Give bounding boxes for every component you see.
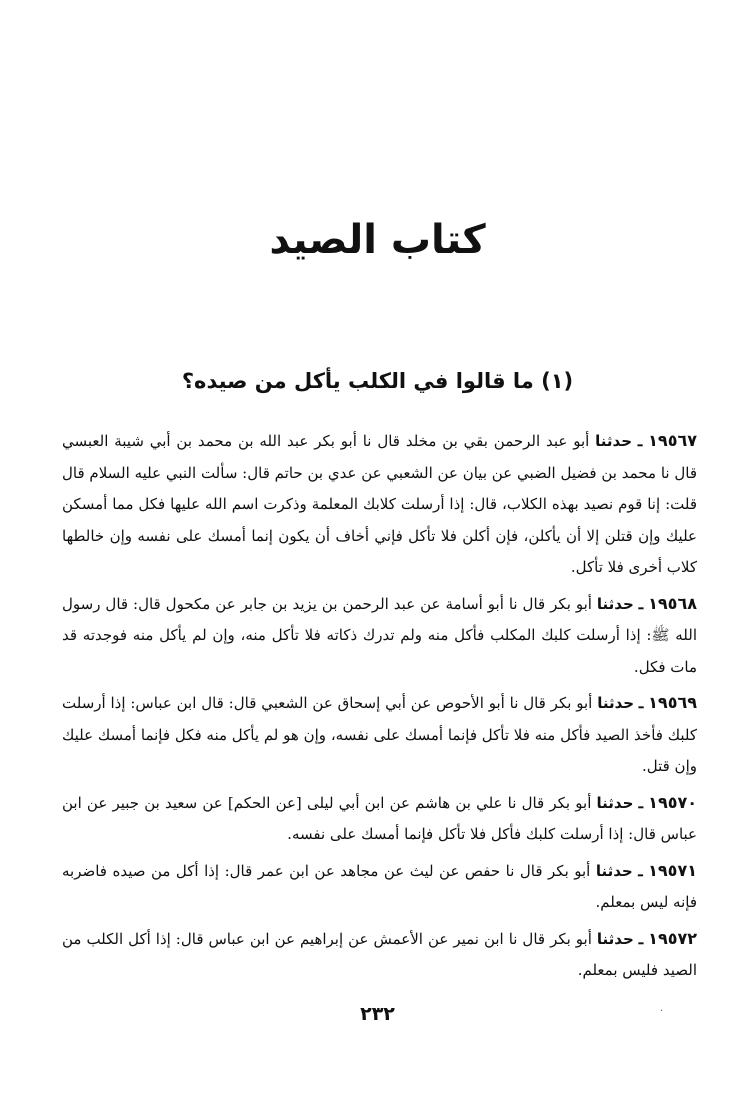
separator-dash: ـ: [638, 861, 643, 880]
corner-mark: ·: [660, 1006, 664, 1017]
hadith-entry: [62, 787, 697, 851]
page-number: ٢٣٢: [360, 1003, 395, 1025]
hadith-text: أبو بكر قال نا أبو الأحوص عن أبي إسحاق عن الشعبي قال: قال ابن عباس: إذا أرسلت كلبك فأخذ الصيد فأكل منه فلا تأكل فإنما أمسك على نفسه، وإن هو لم يأكل منه فكل فإنما أمسك عليك وإن قتل.: [62, 694, 697, 775]
separator-dash: ـ: [638, 793, 643, 812]
narration-word: حدثنا: [595, 432, 633, 450]
book-title: كتاب الصيد: [269, 217, 486, 263]
hadith-text: أبو بكر قال نا أبو أسامة عن عبد الرحمن بن يزيد بن جابر عن مكحول قال: قال رسول الله ﷺ: إذا أرسلت كلبك المكلب فأكل منه ولم تدرك ذكاته فلا تأكل منه، وإن لم يأكل منه فوجدته قد مات فكل.: [62, 594, 697, 676]
narration-word: حدثنا: [596, 793, 634, 812]
hadith-number: ١٩٥٦٨: [648, 593, 697, 613]
hadith-entry: [62, 855, 697, 919]
narration-word: حدثنا: [597, 694, 635, 712]
hadith-text: أبو بكر قال نا علي بن هاشم عن ابن أبي ليلى [عن الحكم] عن سعيد بن جبير عن ابن عباس قال: إذا أرسلت كلبك فأكل فلا تأكل فإنما أمسك على نفسه.: [62, 793, 697, 843]
hadith-entry: [62, 923, 697, 987]
narration-word: حدثنا: [596, 929, 634, 948]
hadith-number: ١٩٥٧٢: [648, 928, 697, 948]
hadith-number: ١٩٥٧٠: [648, 792, 697, 812]
hadith-number: ١٩٥٦٩: [648, 693, 697, 712]
hadith-number: ١٩٥٦٧: [648, 431, 697, 450]
narration-word: حدثنا: [595, 861, 633, 880]
separator-dash: ـ: [637, 432, 643, 450]
separator-dash: ـ: [638, 594, 644, 613]
hadith-entry: [62, 425, 697, 584]
hadith-entry: [62, 687, 697, 783]
narration-word: حدثنا: [596, 594, 634, 613]
separator-dash: ـ: [638, 694, 644, 712]
separator-dash: ـ: [638, 929, 644, 948]
chapter-heading: (١) ما قالوا في الكلب يأكل من صيده؟: [181, 369, 574, 393]
hadith-entry: [62, 588, 697, 684]
hadith-text: أبو عبد الرحمن بقي بن مخلد قال نا أبو بكر عبد الله بن محمد بن أبي شيبة العبسي قال نا محمد بن فضيل الضبي عن بيان عن الشعبي عن عدي بن حاتم قال: سألت النبي عليه السلام قال قلت: إنا قوم نصيد بهذه الكلاب، قال: إذا أرسلت كلابك المعلمة وذكرت اسم الله عليها فكل مما أمسكن عليك وإن قتلن إلا أن يأكلن، فإن أكلن فلا تأكل فإني أخاف أن يكون إنما أمسك على نفسه وإن خالطها كلاب أخرى فلا تأكل.: [62, 432, 697, 576]
hadith-list: [62, 425, 697, 991]
hadith-text: أبو بكر قال نا ابن نمير عن الأعمش عن إبراهيم عن ابن عباس قال: إذا أكل الكلب من الصيد فليس بمعلم.: [62, 929, 697, 979]
hadith-number: ١٩٥٧١: [648, 860, 697, 880]
hadith-text: أبو بكر قال نا حفص عن ليث عن مجاهد عن ابن عمر قال: إذا أكل من صيده فاضربه فإنه ليس بمعلم.: [62, 861, 697, 911]
